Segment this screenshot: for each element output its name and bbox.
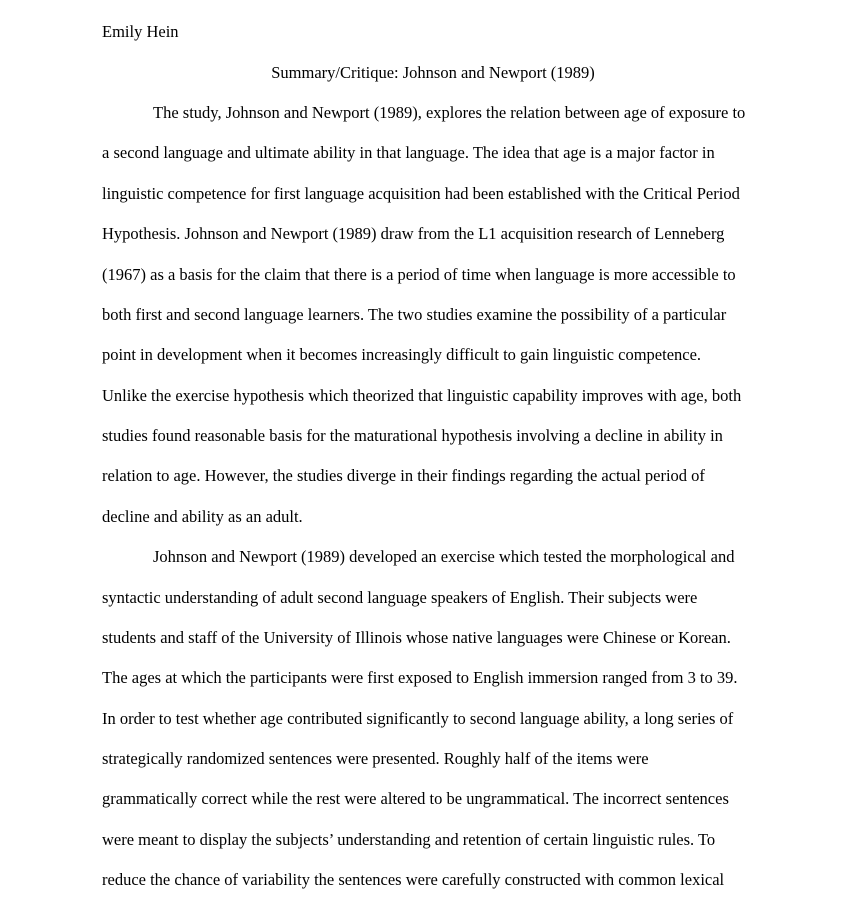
- paragraph-1-line-2: a second language and ultimate ability in that language. The idea that age is a major factor in: [102, 143, 715, 162]
- paragraph-2-line-9: reduce the chance of variability the sentences were carefully constructed with common lexical: [102, 870, 725, 889]
- author-name: Emily Hein: [102, 22, 179, 41]
- paragraph-2-line-2: syntactic understanding of adult second language speakers of English. Their subjects were: [102, 588, 698, 607]
- paragraph-1-line-5: (1967) as a basis for the claim that there is a period of time when language is more accessible to: [102, 265, 736, 284]
- paragraph-2-line-5: In order to test whether age contributed significantly to second language ability, a long series of: [102, 709, 734, 728]
- paragraph-2-line-3: students and staff of the University of Illinois whose native languages were Chinese or Korean.: [102, 628, 731, 647]
- paragraph-1-line-3: linguistic competence for first language acquisition had been established with the Critical Period: [102, 184, 740, 203]
- paragraph-1-line-11: decline and ability as an adult.: [102, 507, 303, 526]
- paragraph-1-line-8: Unlike the exercise hypothesis which theorized that linguistic capability improves with age, both: [102, 386, 742, 405]
- paragraph-2-line-4: The ages at which the participants were first exposed to English immersion ranged from 3 to 39.: [102, 668, 738, 687]
- paragraph-2-line-7: grammatically correct while the rest were altered to be ungrammatical. The incorrect sentences: [102, 789, 729, 808]
- paragraph-2-line-8: were meant to display the subjects’ understanding and retention of certain linguistic rules. To: [102, 830, 716, 849]
- paragraph-1-line-7: point in development when it becomes increasingly difficult to gain linguistic competence.: [102, 345, 702, 364]
- document-title: Summary/Critique: Johnson and Newport (1989): [271, 63, 595, 82]
- paragraph-1-line-10: relation to age. However, the studies diverge in their findings regarding the actual period of: [102, 466, 705, 485]
- paragraph-2-line-1: Johnson and Newport (1989) developed an exercise which tested the morphological and: [153, 547, 735, 566]
- paragraph-1-line-9: studies found reasonable basis for the maturational hypothesis involving a decline in ability in: [102, 426, 723, 445]
- paragraph-1-line-4: Hypothesis. Johnson and Newport (1989) draw from the L1 acquisition research of Lenneberg: [102, 224, 725, 243]
- paragraph-1-line-1: The study, Johnson and Newport (1989), explores the relation between age of exposure to: [153, 103, 746, 122]
- paragraph-2-line-6: strategically randomized sentences were presented. Roughly half of the items were: [102, 749, 649, 768]
- paragraph-1-line-6: both first and second language learners. The two studies examine the possibility of a particular: [102, 305, 727, 324]
